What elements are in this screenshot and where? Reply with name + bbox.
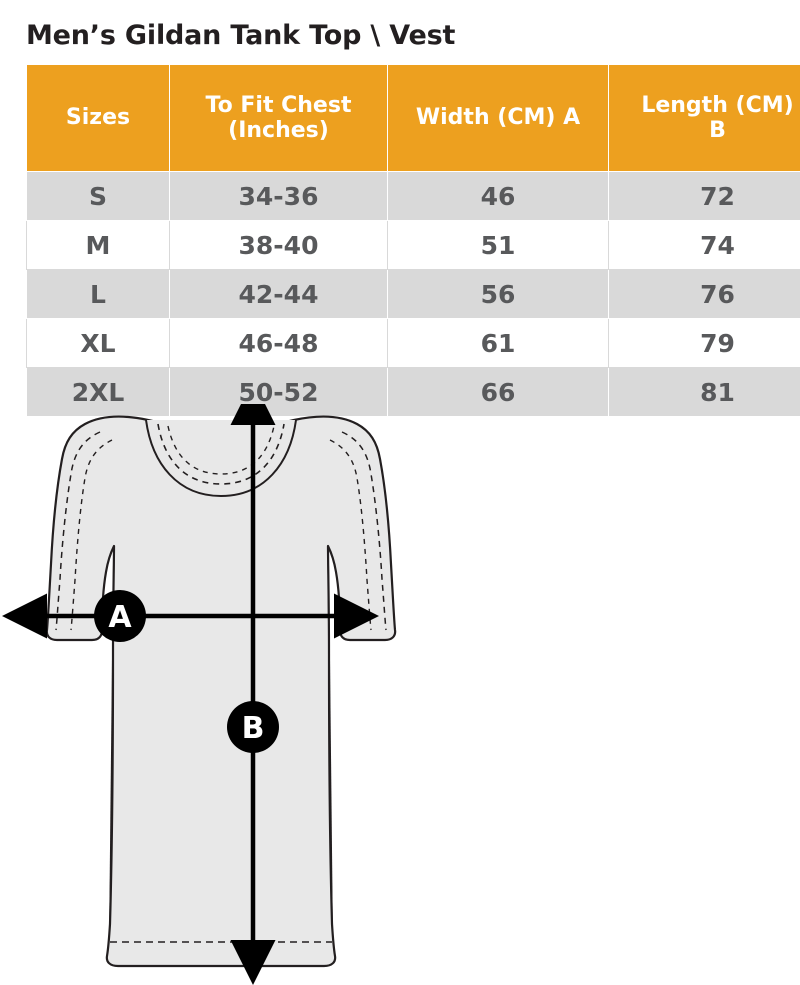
table-row	[27, 221, 800, 270]
cell-chest: 34-36	[170, 172, 388, 221]
cell-width: 66	[388, 368, 609, 417]
tank-top-illustration	[47, 417, 395, 966]
cell-length: 79	[609, 319, 800, 368]
size-table-container	[26, 64, 794, 407]
column-header-width: Width (CM) A	[388, 65, 609, 172]
cell-length: 76	[609, 270, 800, 319]
cell-length: 81	[609, 368, 800, 417]
page-title: Men’s Gildan Tank Top \ Vest	[26, 20, 456, 51]
table-body	[27, 172, 800, 417]
cell-chest: 38-40	[170, 221, 388, 270]
cell-chest: 50-52	[170, 368, 388, 417]
cell-width: 61	[388, 319, 609, 368]
cell-length: 72	[609, 172, 800, 221]
column-header-length-line2: B	[709, 118, 726, 143]
cell-chest: 42-44	[170, 270, 388, 319]
garment-diagram	[0, 404, 800, 985]
column-header-length-line1: Length (CM)	[641, 92, 794, 118]
size-table	[26, 64, 800, 417]
cell-width: 46	[388, 172, 609, 221]
cell-chest: 46-48	[170, 319, 388, 368]
cell-length: 74	[609, 221, 800, 270]
cell-size: S	[27, 172, 170, 221]
column-header-chest	[170, 65, 388, 172]
column-header-length	[609, 65, 800, 172]
cell-width: 56	[388, 270, 609, 319]
table-row	[27, 319, 800, 368]
table-row	[27, 270, 800, 319]
cell-size: M	[27, 221, 170, 270]
table-row	[27, 172, 800, 221]
column-header-sizes: Sizes	[27, 65, 170, 172]
table-header-row	[27, 65, 800, 172]
length-marker-label: B	[241, 711, 265, 746]
cell-size: XL	[27, 319, 170, 368]
column-header-chest-line1: To Fit Chest	[205, 92, 352, 118]
cell-size: 2XL	[27, 368, 170, 417]
table-header	[27, 65, 800, 172]
cell-width: 51	[388, 221, 609, 270]
tank-top-body	[47, 417, 395, 966]
width-marker-label: A	[108, 600, 132, 635]
column-header-chest-line2: (Inches)	[228, 118, 329, 143]
cell-size: L	[27, 270, 170, 319]
